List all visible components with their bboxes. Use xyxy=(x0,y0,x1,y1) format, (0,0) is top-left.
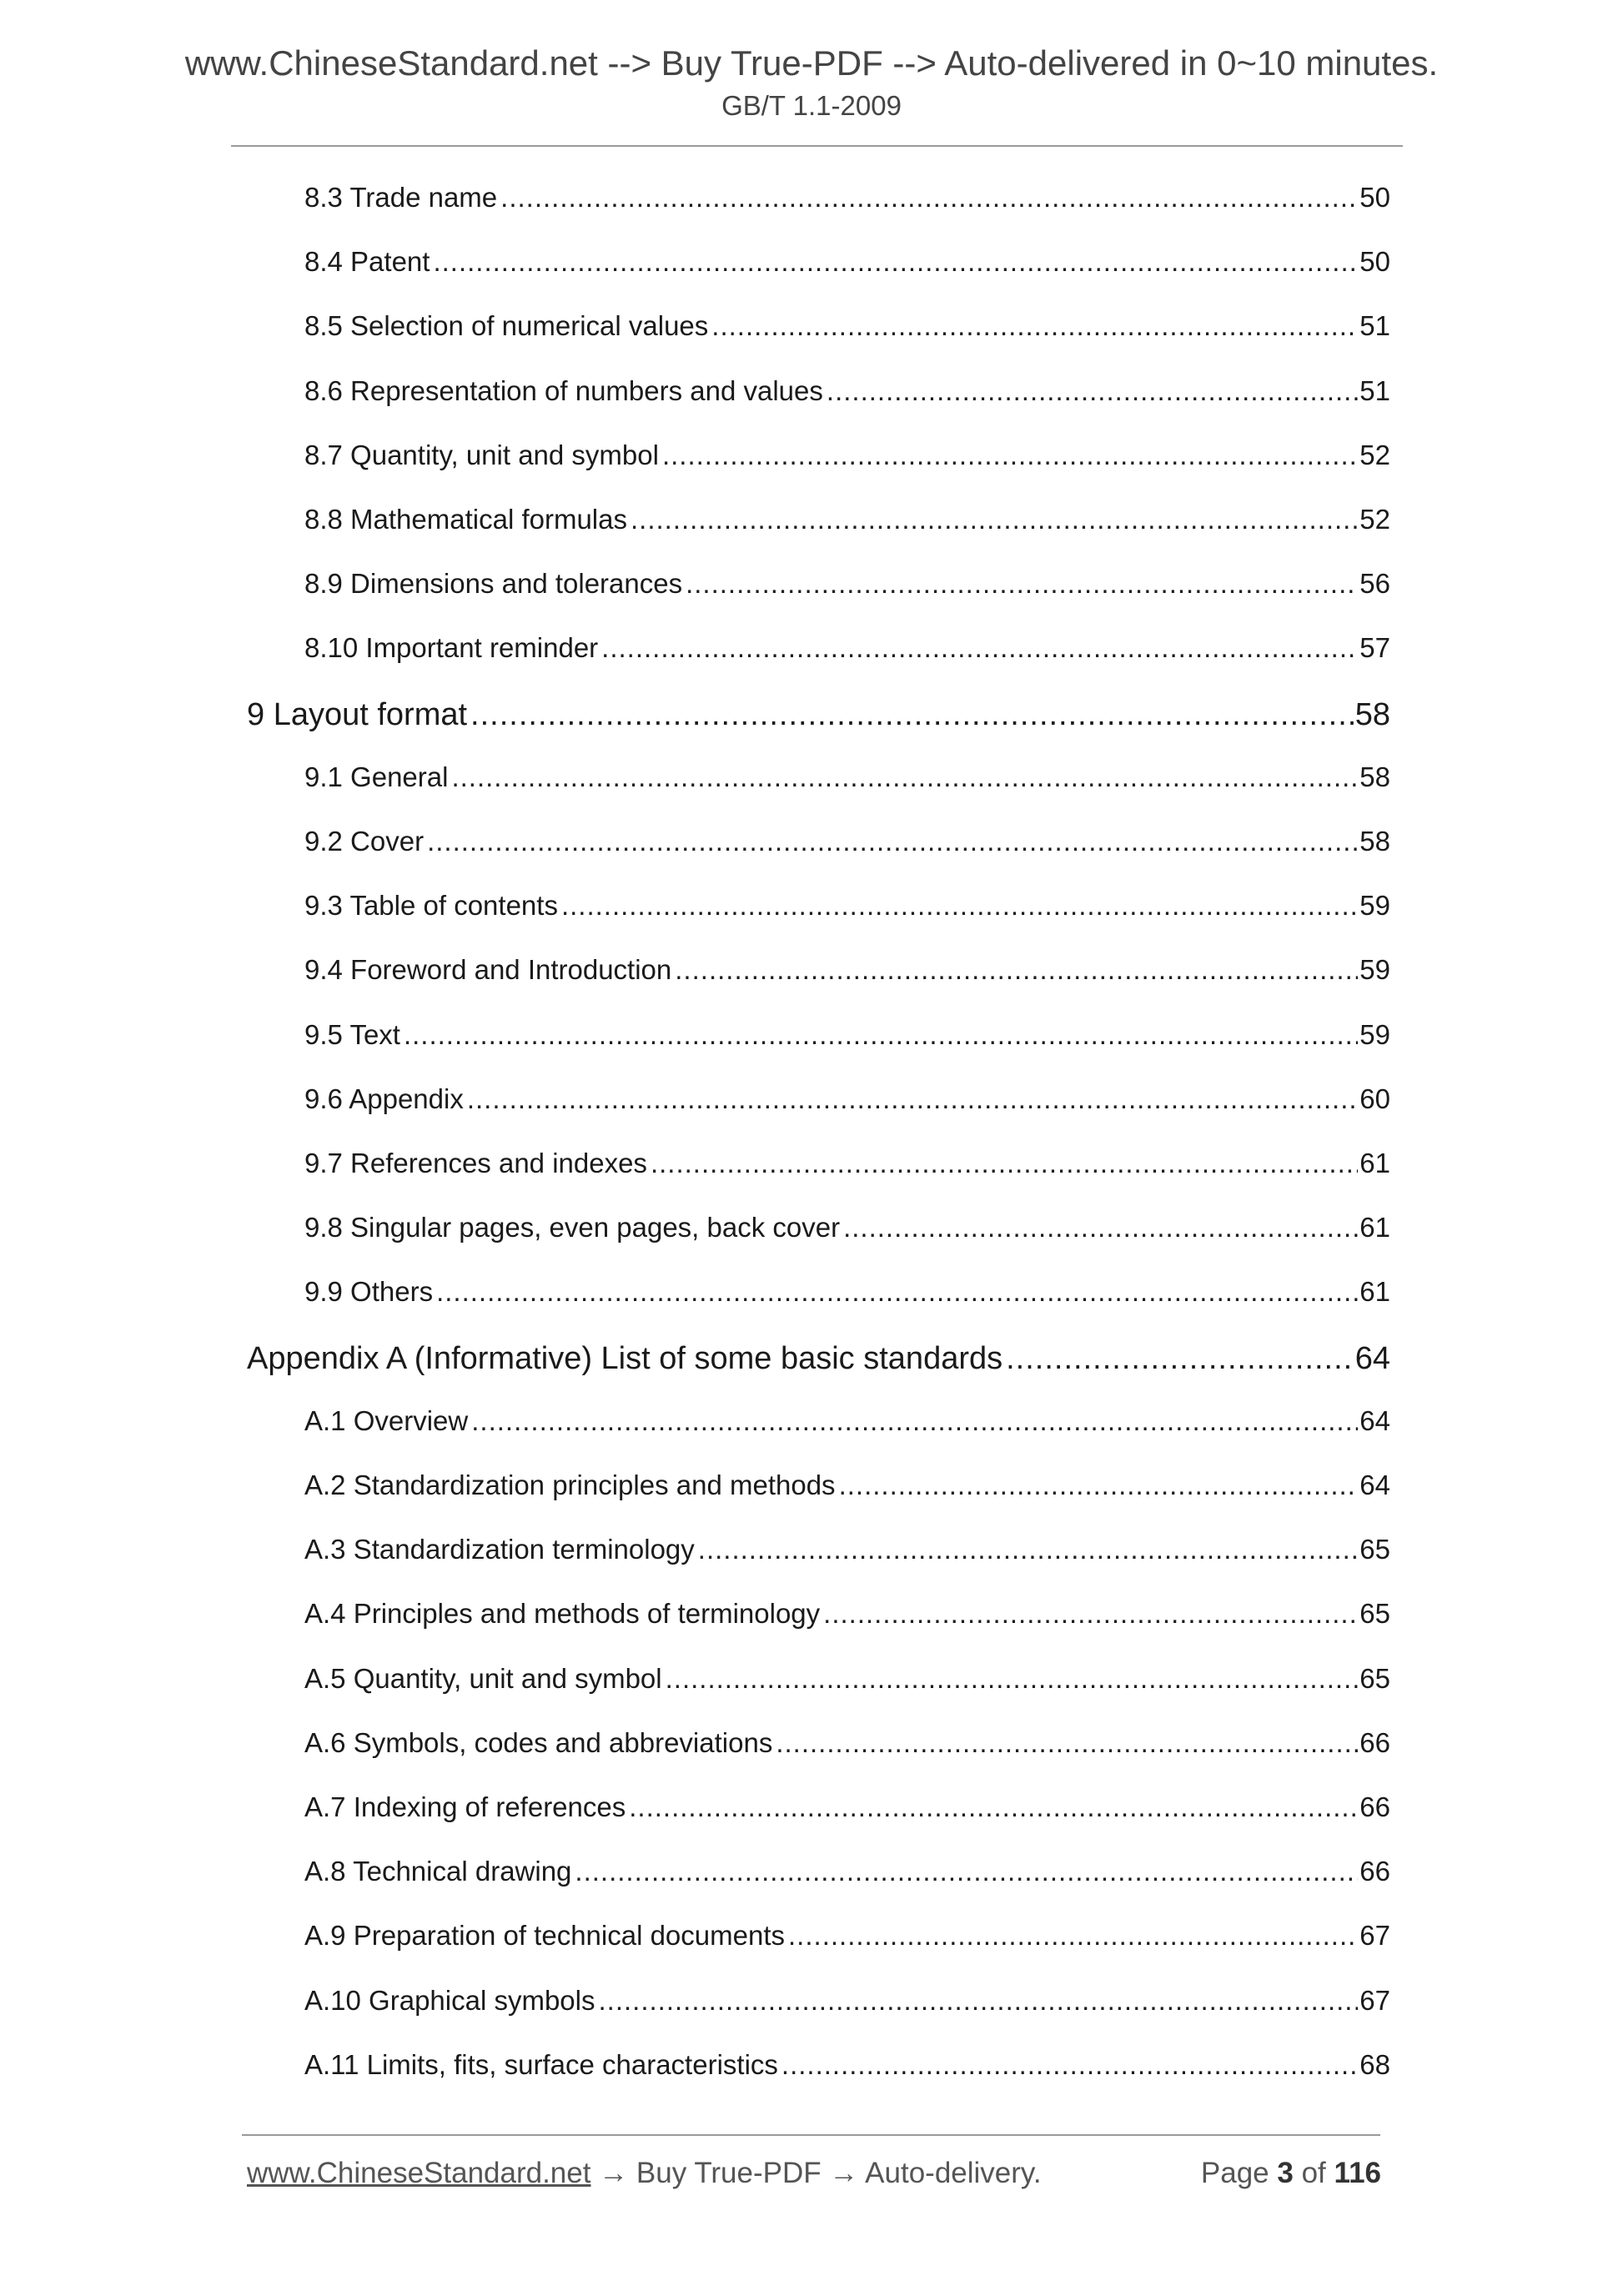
toc-chapter-entry[interactable] xyxy=(247,1341,1390,1377)
toc-entry[interactable] xyxy=(304,890,1390,922)
toc-entry[interactable] xyxy=(304,1598,1390,1630)
toc-entry-page: 65 xyxy=(1359,1534,1390,1565)
toc-leader-dots xyxy=(629,1791,1358,1823)
toc-chapter-entry[interactable] xyxy=(247,697,1390,733)
toc-leader-dots xyxy=(698,1534,1359,1565)
toc-entry-title: 9.7 References and indexes xyxy=(304,1148,647,1178)
toc-entry[interactable] xyxy=(304,375,1390,407)
toc-entry-page: 64 xyxy=(1354,1340,1390,1376)
toc-entry-title: 9.3 Table of contents xyxy=(304,890,558,922)
toc-entry-title: A.3 Standardization terminology xyxy=(304,1534,695,1565)
toc-entry-title: 8.4 Patent xyxy=(304,246,430,278)
toc-leader-dots xyxy=(776,1727,1358,1759)
toc-entry[interactable] xyxy=(304,1727,1390,1759)
top-banner: www.ChineseStandard.net --> Buy True-PDF --> Auto-delivered in 0~10 minutes. xyxy=(184,43,1439,83)
toc-entry-title: A.5 Quantity, unit and symbol xyxy=(304,1662,662,1694)
toc-leader-dots xyxy=(1006,1341,1354,1377)
toc-entry-page: 59 xyxy=(1359,954,1390,986)
toc-leader-dots xyxy=(575,1856,1358,1887)
toc-entry-page: 51 xyxy=(1359,374,1390,406)
toc-entry-title: A.6 Symbols, codes and abbreviations xyxy=(304,1726,773,1758)
toc-entry[interactable] xyxy=(304,1856,1390,1887)
toc-leader-dots xyxy=(651,1148,1358,1179)
toc-entry-title: 8.3 Trade name xyxy=(304,182,498,213)
toc-entry-title: 8.8 Mathematical formulas xyxy=(304,504,627,535)
toc-entry-title: A.9 Preparation of technical documents xyxy=(304,1920,786,1952)
toc-entry-page: 52 xyxy=(1359,439,1390,470)
toc-leader-dots xyxy=(471,1405,1358,1437)
toc-entry-title: 9.1 General xyxy=(304,761,449,792)
toc-leader-dots xyxy=(451,761,1358,793)
toc-entry[interactable] xyxy=(304,246,1390,278)
toc-leader-dots xyxy=(470,697,1354,733)
toc-entry[interactable] xyxy=(304,1920,1390,1952)
toc-entry[interactable] xyxy=(304,1534,1390,1565)
toc-entry[interactable] xyxy=(304,504,1390,535)
toc-entry-title: Appendix A (Informative) List of some basic standards xyxy=(247,1340,1003,1376)
toc-leader-dots xyxy=(467,1083,1358,1115)
toc-entry-page: 67 xyxy=(1359,1920,1390,1952)
toc-entry-title: A.8 Technical drawing xyxy=(304,1856,572,1887)
toc-leader-dots xyxy=(601,632,1358,664)
toc-entry-page: 58 xyxy=(1354,696,1390,732)
toc-entry[interactable] xyxy=(304,1148,1390,1179)
toc-entry-page: 66 xyxy=(1359,1791,1390,1822)
toc-entry-title: 9.6 Appendix xyxy=(304,1083,464,1114)
toc-leader-dots xyxy=(500,182,1358,214)
toc-leader-dots xyxy=(686,568,1358,600)
toc-leader-dots xyxy=(823,1598,1358,1630)
toc-entry-page: 51 xyxy=(1359,310,1390,342)
toc-leader-dots xyxy=(662,440,1358,471)
toc-entry-title: 9 Layout format xyxy=(247,696,468,732)
toc-leader-dots xyxy=(433,246,1358,278)
toc-entry-page: 52 xyxy=(1359,504,1390,535)
toc-entry-title: 9.8 Singular pages, even pages, back cover xyxy=(304,1212,841,1243)
toc-entry-page: 66 xyxy=(1359,1856,1390,1887)
toc-entry[interactable] xyxy=(304,1276,1390,1308)
toc-leader-dots xyxy=(781,2049,1358,2081)
footer-tagline: → Buy True-PDF → Auto-delivery. xyxy=(590,2157,1042,2189)
toc-entry-title: 9.4 Foreword and Introduction xyxy=(304,954,672,986)
toc-entry-title: A.2 Standardization principles and methods xyxy=(304,1470,836,1500)
toc-entry[interactable] xyxy=(304,761,1390,793)
toc-entry[interactable] xyxy=(304,440,1390,471)
toc-entry[interactable] xyxy=(304,1985,1390,2017)
header-divider xyxy=(231,145,1403,147)
toc-leader-dots xyxy=(436,1276,1358,1308)
toc-entry-title: A.11 Limits, fits, surface characteristics xyxy=(304,2048,778,2080)
toc-entry-page: 56 xyxy=(1359,568,1390,600)
toc-entry-title: 8.9 Dimensions and tolerances xyxy=(304,568,683,600)
page-label: Page xyxy=(1200,2157,1269,2189)
toc-entry-page: 64 xyxy=(1359,1404,1390,1436)
toc-entry[interactable] xyxy=(304,1663,1390,1695)
toc-entry-page: 61 xyxy=(1359,1212,1390,1243)
toc-entry-title: 8.6 Representation of numbers and values xyxy=(304,374,823,406)
toc-entry-page: 50 xyxy=(1359,246,1390,278)
toc-entry[interactable] xyxy=(304,632,1390,664)
toc-entry-page: 65 xyxy=(1359,1662,1390,1694)
toc-entry[interactable] xyxy=(304,2049,1390,2081)
toc-entry-title: 9.5 Text xyxy=(304,1018,400,1050)
total-pages: 116 xyxy=(1334,2157,1381,2189)
toc-entry-title: A.7 Indexing of references xyxy=(304,1791,626,1822)
toc-leader-dots xyxy=(666,1663,1359,1695)
toc-entry[interactable] xyxy=(304,1791,1390,1823)
toc-entry[interactable] xyxy=(304,1083,1390,1115)
toc-entry-page: 59 xyxy=(1359,890,1390,922)
footer-divider xyxy=(242,2134,1380,2136)
toc-entry[interactable] xyxy=(304,1212,1390,1243)
toc-leader-dots xyxy=(631,504,1358,535)
toc-entry[interactable] xyxy=(304,954,1390,986)
toc-entry[interactable] xyxy=(304,1019,1390,1051)
toc-leader-dots xyxy=(788,1920,1358,1952)
toc-entry[interactable] xyxy=(304,1405,1390,1437)
toc-leader-dots xyxy=(827,375,1358,407)
footer-site-link[interactable]: www.ChineseStandard.net xyxy=(247,2157,591,2189)
toc-leader-dots xyxy=(404,1019,1358,1051)
toc-entry-title: 9.9 Others xyxy=(304,1276,434,1308)
toc-entry[interactable] xyxy=(304,568,1390,600)
page-footer xyxy=(247,2157,1381,2190)
page-indicator xyxy=(1201,2157,1381,2190)
toc-entry-page: 58 xyxy=(1359,826,1390,857)
toc-entry-page: 50 xyxy=(1359,182,1390,213)
toc-entry-page: 57 xyxy=(1359,632,1390,664)
toc-entry-title: 8.7 Quantity, unit and symbol xyxy=(304,439,659,470)
toc-entry-page: 61 xyxy=(1359,1276,1390,1308)
toc-entry-page: 65 xyxy=(1359,1598,1390,1630)
toc-entry-page: 61 xyxy=(1359,1148,1390,1178)
toc-leader-dots xyxy=(843,1212,1358,1243)
toc-entry-title: 9.2 Cover xyxy=(304,826,425,857)
toc-leader-dots xyxy=(675,954,1358,986)
toc-leader-dots xyxy=(427,826,1358,857)
toc-entry[interactable] xyxy=(304,310,1390,342)
toc-entry[interactable] xyxy=(304,182,1390,214)
toc-entry-page: 58 xyxy=(1359,761,1390,792)
page-number: 3 xyxy=(1277,2157,1294,2189)
toc-entry-page: 64 xyxy=(1359,1470,1390,1500)
toc-entry[interactable] xyxy=(304,1470,1390,1501)
toc-entry-page: 68 xyxy=(1359,2048,1390,2080)
toc-entry-title: 8.5 Selection of numerical values xyxy=(304,310,709,342)
of-label: of xyxy=(1301,2157,1326,2189)
toc-leader-dots xyxy=(839,1470,1359,1501)
toc-leader-dots xyxy=(711,310,1358,342)
toc-leader-dots xyxy=(561,890,1358,922)
toc-entry[interactable] xyxy=(304,826,1390,857)
toc-entry-page: 66 xyxy=(1359,1726,1390,1758)
toc-leader-dots xyxy=(598,1985,1358,2017)
toc-entry-page: 60 xyxy=(1359,1083,1390,1114)
toc-entry-page: 59 xyxy=(1359,1018,1390,1050)
toc-entry-title: 8.10 Important reminder xyxy=(304,632,599,664)
toc-entry-title: A.4 Principles and methods of terminology xyxy=(304,1598,821,1630)
toc-entry-page: 67 xyxy=(1359,1984,1390,2016)
toc-entry-title: A.1 Overview xyxy=(304,1404,469,1436)
document-code: GB/T 1.1-2009 xyxy=(721,90,902,121)
toc-entry-title: A.10 Graphical symbols xyxy=(304,1984,595,2016)
